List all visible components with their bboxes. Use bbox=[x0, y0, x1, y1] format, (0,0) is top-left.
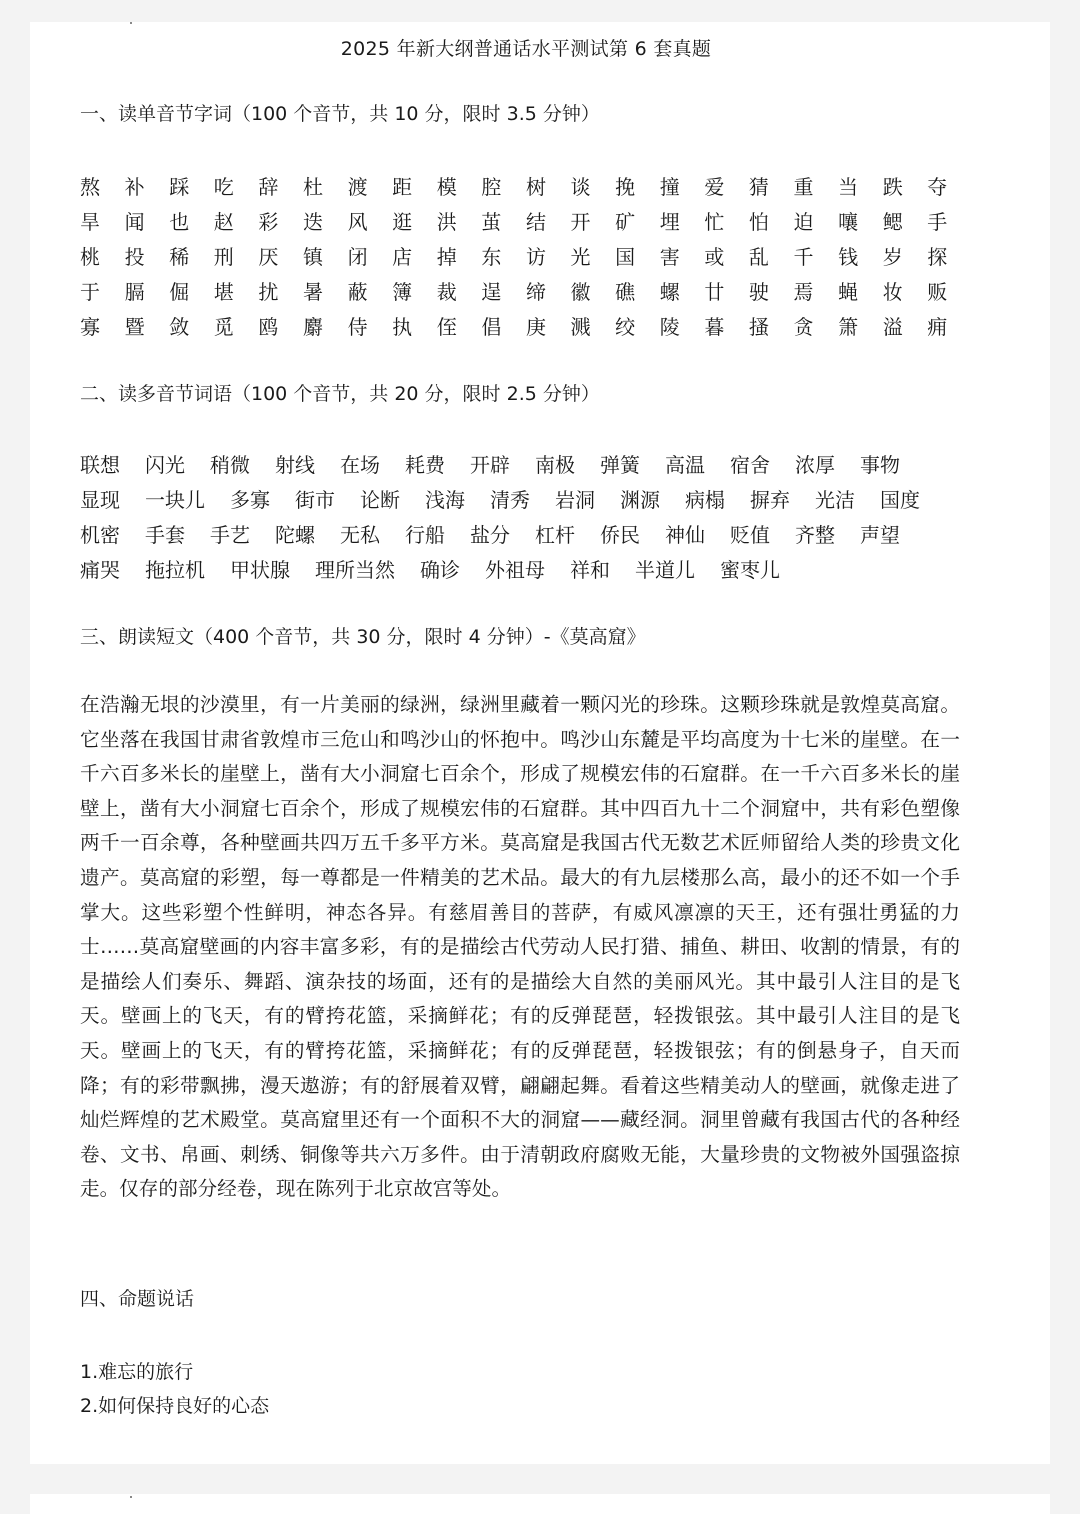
char-item: 稀 bbox=[169, 245, 190, 269]
char-item: 谈 bbox=[570, 175, 591, 199]
word-item: 联想 bbox=[80, 453, 120, 477]
word-item: 南极 bbox=[535, 453, 575, 477]
word-item: 高温 bbox=[665, 453, 705, 477]
char-row bbox=[80, 205, 972, 240]
word-row bbox=[80, 553, 945, 588]
char-item: 箫 bbox=[838, 315, 859, 339]
char-item: 店 bbox=[392, 245, 413, 269]
char-item: 陵 bbox=[659, 315, 680, 339]
word-item: 浅海 bbox=[425, 488, 465, 512]
section4-heading: 四、命题说话 bbox=[80, 1288, 195, 1310]
char-item: 庚 bbox=[525, 315, 546, 339]
topic-item: 2.如何保持良好的心态 bbox=[80, 1395, 270, 1417]
word-item: 摒弃 bbox=[750, 488, 790, 512]
word-item: 病榻 bbox=[685, 488, 725, 512]
char-item: 补 bbox=[124, 175, 145, 199]
char-item: 腔 bbox=[481, 175, 502, 199]
char-item: 距 bbox=[392, 175, 413, 199]
char-item: 辞 bbox=[258, 175, 279, 199]
word-row bbox=[80, 483, 945, 518]
word-item: 拖拉机 bbox=[145, 558, 205, 582]
word-item: 机密 bbox=[80, 523, 120, 547]
document-title: 2025 年新大纲普通话水平测试第 6 套真题 bbox=[340, 38, 712, 60]
char-item: 镇 bbox=[302, 245, 323, 269]
char-item: 熬 bbox=[80, 175, 100, 199]
char-item: 探 bbox=[927, 245, 948, 269]
word-item: 半道儿 bbox=[635, 558, 695, 582]
char-item: 贪 bbox=[793, 315, 814, 339]
char-item: 廿 bbox=[704, 280, 725, 304]
word-item: 清秀 bbox=[490, 488, 530, 512]
section2-heading: 二、读多音节词语（100 个音节，共 20 分，限时 2.5 分钟） bbox=[80, 383, 600, 405]
char-item: 岁 bbox=[882, 245, 903, 269]
char-item: 堪 bbox=[213, 280, 234, 304]
char-item: 洪 bbox=[436, 210, 457, 234]
char-item: 徽 bbox=[570, 280, 591, 304]
word-item: 蜜枣儿 bbox=[720, 558, 780, 582]
char-item: 闭 bbox=[347, 245, 368, 269]
char-item: 贩 bbox=[927, 280, 948, 304]
word-item: 侨民 bbox=[600, 523, 640, 547]
word-item: 在场 bbox=[340, 453, 380, 477]
char-item: 国 bbox=[615, 245, 636, 269]
char-item: 重 bbox=[793, 175, 814, 199]
word-item: 无私 bbox=[340, 523, 380, 547]
char-item: 刑 bbox=[213, 245, 234, 269]
char-row bbox=[80, 275, 972, 310]
char-item: 膈 bbox=[124, 280, 145, 304]
char-row bbox=[80, 240, 972, 275]
word-item: 宿舍 bbox=[730, 453, 770, 477]
char-item: 嚷 bbox=[838, 210, 859, 234]
char-item: 渡 bbox=[347, 175, 368, 199]
char-item: 缔 bbox=[525, 280, 546, 304]
char-item: 杜 bbox=[302, 175, 323, 199]
word-item: 街市 bbox=[295, 488, 335, 512]
char-item: 厌 bbox=[258, 245, 279, 269]
char-item: 千 bbox=[793, 245, 814, 269]
char-item: 踩 bbox=[169, 175, 190, 199]
word-item: 甲状腺 bbox=[230, 558, 290, 582]
char-item: 痈 bbox=[927, 315, 948, 339]
word-item: 一块儿 bbox=[145, 488, 205, 512]
char-item: 吃 bbox=[213, 175, 234, 199]
char-item: 埋 bbox=[659, 210, 680, 234]
word-item: 国度 bbox=[880, 488, 920, 512]
word-item: 闪光 bbox=[145, 453, 185, 477]
char-item: 蔽 bbox=[347, 280, 368, 304]
char-item: 簿 bbox=[392, 280, 413, 304]
char-item: 绞 bbox=[615, 315, 636, 339]
word-item: 稍微 bbox=[210, 453, 250, 477]
multi-syllable-words bbox=[80, 448, 945, 588]
char-item: 模 bbox=[436, 175, 457, 199]
char-item: 蝇 bbox=[838, 280, 859, 304]
word-item: 显现 bbox=[80, 488, 120, 512]
page-mark bbox=[130, 22, 132, 24]
char-item: 妆 bbox=[882, 280, 903, 304]
char-item: 倡 bbox=[481, 315, 502, 339]
char-item: 猜 bbox=[748, 175, 769, 199]
word-item: 声望 bbox=[860, 523, 900, 547]
char-item: 侄 bbox=[436, 315, 457, 339]
char-item: 暨 bbox=[124, 315, 145, 339]
word-item: 神仙 bbox=[665, 523, 705, 547]
char-item: 钱 bbox=[838, 245, 859, 269]
char-item: 扰 bbox=[258, 280, 279, 304]
word-item: 论断 bbox=[360, 488, 400, 512]
char-item: 搔 bbox=[748, 315, 769, 339]
char-item: 暑 bbox=[302, 280, 323, 304]
char-item: 麝 bbox=[302, 315, 323, 339]
char-item: 侍 bbox=[347, 315, 368, 339]
char-item: 怕 bbox=[748, 210, 769, 234]
char-item: 溢 bbox=[882, 315, 903, 339]
word-row bbox=[80, 448, 945, 483]
char-item: 敛 bbox=[169, 315, 190, 339]
word-item: 杠杆 bbox=[535, 523, 575, 547]
char-item: 爱 bbox=[704, 175, 725, 199]
word-item: 手套 bbox=[145, 523, 185, 547]
char-item: 溅 bbox=[570, 315, 591, 339]
char-item: 茧 bbox=[481, 210, 502, 234]
topic-item: 1.难忘的旅行 bbox=[80, 1361, 194, 1383]
word-item: 痛哭 bbox=[80, 558, 120, 582]
char-item: 逞 bbox=[481, 280, 502, 304]
char-item: 寡 bbox=[80, 315, 100, 339]
char-item: 暮 bbox=[704, 315, 725, 339]
char-item: 逛 bbox=[392, 210, 413, 234]
char-item: 当 bbox=[838, 175, 859, 199]
char-item: 树 bbox=[525, 175, 546, 199]
char-item: 鸥 bbox=[258, 315, 279, 339]
char-item: 光 bbox=[570, 245, 591, 269]
word-item: 齐整 bbox=[795, 523, 835, 547]
char-item: 倔 bbox=[169, 280, 190, 304]
char-item: 乱 bbox=[748, 245, 769, 269]
word-item: 陀螺 bbox=[275, 523, 315, 547]
char-item: 害 bbox=[659, 245, 680, 269]
char-item: 赵 bbox=[213, 210, 234, 234]
word-row bbox=[80, 518, 945, 553]
char-item: 迫 bbox=[793, 210, 814, 234]
word-item: 开辟 bbox=[470, 453, 510, 477]
char-item: 掉 bbox=[436, 245, 457, 269]
word-item: 渊源 bbox=[620, 488, 660, 512]
char-row bbox=[80, 310, 972, 345]
char-item: 于 bbox=[80, 280, 100, 304]
word-item: 事物 bbox=[860, 453, 900, 477]
char-item: 螺 bbox=[659, 280, 680, 304]
char-item: 投 bbox=[124, 245, 145, 269]
word-item: 手艺 bbox=[210, 523, 250, 547]
char-item: 焉 bbox=[793, 280, 814, 304]
char-item: 手 bbox=[927, 210, 948, 234]
word-item: 多寡 bbox=[230, 488, 270, 512]
char-item: 觅 bbox=[213, 315, 234, 339]
char-item: 桃 bbox=[80, 245, 100, 269]
char-item: 裁 bbox=[436, 280, 457, 304]
page-mark bbox=[130, 1496, 132, 1498]
char-item: 鳃 bbox=[882, 210, 903, 234]
char-item: 驶 bbox=[748, 280, 769, 304]
char-item: 撞 bbox=[659, 175, 680, 199]
word-item: 外祖母 bbox=[485, 558, 545, 582]
char-item: 跌 bbox=[882, 175, 903, 199]
char-item: 闻 bbox=[124, 210, 145, 234]
next-page-edge bbox=[30, 1494, 1050, 1514]
section3-heading: 三、朗读短文（400 个音节，共 30 分，限时 4 分钟）-《莫高窟》 bbox=[80, 626, 646, 648]
char-item: 迭 bbox=[302, 210, 323, 234]
word-item: 岩洞 bbox=[555, 488, 595, 512]
word-item: 贬值 bbox=[730, 523, 770, 547]
word-item: 理所当然 bbox=[315, 558, 395, 582]
char-item: 东 bbox=[481, 245, 502, 269]
char-item: 执 bbox=[392, 315, 413, 339]
char-item: 访 bbox=[525, 245, 546, 269]
reading-passage: 在浩瀚无垠的沙漠里，有一片美丽的绿洲，绿洲里藏着一颗闪光的珍珠。这颗珍珠就是敦煌莫高窟。它坐落在我国甘肃省敦煌市三危山和鸣沙山的怀抱中。鸣沙山东麓是平均高度为十七米的崖壁。在一千六百多米长的崖壁上，凿有大小洞窟七百余个，形成了规模宏伟的石窟群。在一千六百多米长的崖壁上，凿有大小洞窟七百余个，形成了规模宏伟的石窟群。其中四百九十二个洞窟中，共有彩色塑像两千一百余尊，各种壁画共四万五千多平方米。莫高窟是我国古代无数艺术匠师留给人类的珍贵文化遗产。莫高窟的彩塑，每一尊都是一件精美的艺术品。最大的有九层楼那么高，最小的还不如一个手掌大。这些彩塑个性鲜明，神态各异。有慈眉善目的菩萨，有威风凛凛的天王，还有强壮勇猛的力士……莫高窟壁画的内容丰富多彩，有的是描绘古代劳动人民打猎、捕鱼、耕田、收割的情景，有的是描绘人们奏乐、舞蹈、演杂技的场面，还有的是描绘大自然的美丽风光。其中最引人注目的是飞天。壁画上的飞天，有的臂挎花篮，采摘鲜花；有的反弹琵琶，轻拨银弦。其中最引人注目的是飞天。壁画上的飞天，有的臂挎花篮，采摘鲜花；有的反弹琵琶，轻拨银弦；有的倒悬身子，自天而降；有的彩带飘拂，漫天遨游；有的舒展着双臂，翩翩起舞。看着这些精美动人的壁画，就像走进了灿烂辉煌的艺术殿堂。莫高窟里还有一个面积不大的洞窟——藏经洞。洞里曾藏有我国古代的各种经卷、文书、帛画、刺绣、铜像等共六万多件。由于清朝政府腐败无能，大量珍贵的文物被外国强盗掠走。仅存的部分经卷，现在陈列于北京故宫等处。 bbox=[80, 693, 960, 1201]
single-syllable-grid bbox=[80, 170, 972, 345]
word-item: 行船 bbox=[405, 523, 445, 547]
word-item: 盐分 bbox=[470, 523, 510, 547]
char-item: 风 bbox=[347, 210, 368, 234]
char-item: 矿 bbox=[615, 210, 636, 234]
word-item: 浓厚 bbox=[795, 453, 835, 477]
char-item: 结 bbox=[525, 210, 546, 234]
word-item: 射线 bbox=[275, 453, 315, 477]
char-item: 旱 bbox=[80, 210, 100, 234]
char-item: 开 bbox=[570, 210, 591, 234]
char-item: 忙 bbox=[704, 210, 725, 234]
char-item: 或 bbox=[704, 245, 725, 269]
word-item: 确诊 bbox=[420, 558, 460, 582]
char-item: 夺 bbox=[927, 175, 948, 199]
word-item: 光洁 bbox=[815, 488, 855, 512]
word-item: 弹簧 bbox=[600, 453, 640, 477]
word-item: 耗费 bbox=[405, 453, 445, 477]
word-item: 祥和 bbox=[570, 558, 610, 582]
char-item: 挽 bbox=[615, 175, 636, 199]
char-item: 礁 bbox=[615, 280, 636, 304]
char-row bbox=[80, 170, 972, 205]
char-item: 也 bbox=[169, 210, 190, 234]
char-item: 彩 bbox=[258, 210, 279, 234]
section1-heading: 一、读单音节字词（100 个音节，共 10 分，限时 3.5 分钟） bbox=[80, 103, 600, 125]
